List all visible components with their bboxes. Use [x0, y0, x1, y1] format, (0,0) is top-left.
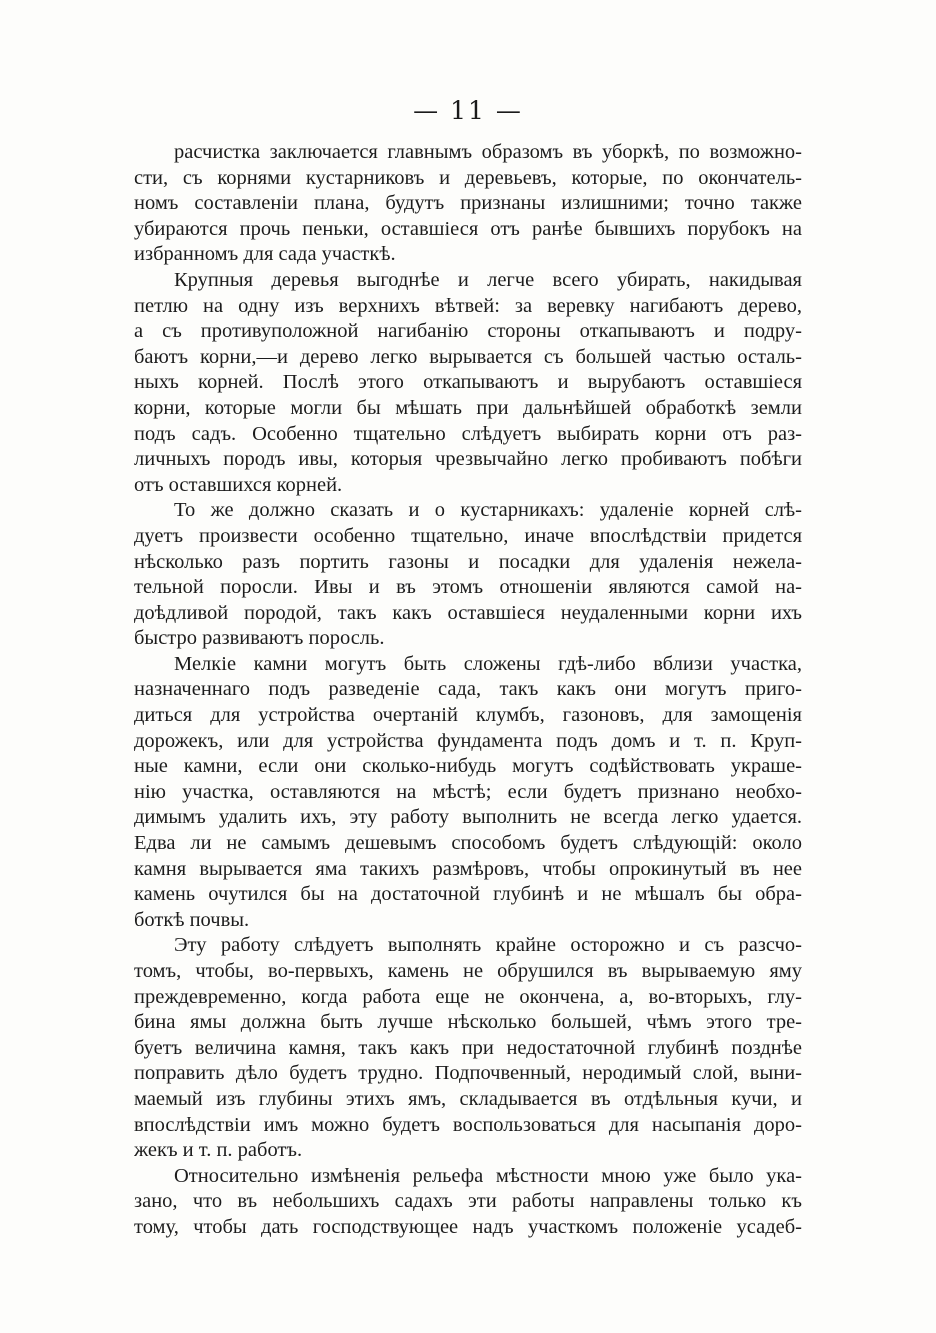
text-line: тельной поросли. Ивы и въ этомъ отношеніи являются самой на-: [134, 576, 802, 599]
text-line: быстро развиваютъ поросль.: [134, 627, 385, 650]
paragraph: [134, 933, 802, 1163]
paragraph: [134, 268, 802, 498]
text-line: а съ противуположной нагибанію стороны откапываютъ и подру-: [134, 320, 802, 343]
body-text: [134, 140, 802, 1241]
text-line: камня вырывается яма такихъ размѣровъ, чтобы опрокинутый въ нее: [134, 857, 802, 880]
text-line: жекъ и т. п. работъ.: [134, 1139, 303, 1162]
text-line: поправить дѣло будетъ трудно. Подпочвенный, неродимый слой, выни-: [134, 1062, 802, 1085]
text-line: ные камни, если они сколько-нибудь могутъ содѣйствовать украше-: [134, 755, 802, 778]
text-line: доѣдливой породой, такъ какъ оставшіеся неудаленными корни ихъ: [134, 601, 802, 624]
text-line: нію участка, оставляются на мѣстѣ; если будетъ признано необхо-: [134, 780, 802, 803]
text-line: Едва ли не самымъ дешевымъ способомъ будетъ слѣдующій: около: [134, 832, 802, 855]
text-line: назначеннаго подъ разведеніе сада, такъ какъ они могутъ приго-: [134, 678, 802, 701]
text-line: отъ оставшихся корней.: [134, 473, 343, 496]
page-number: — 11 —: [413, 96, 523, 125]
paragraph: [134, 140, 802, 268]
text-line: расчистка заключается главнымъ образомъ въ уборкѣ, по возможно-: [174, 141, 802, 163]
text-line: нѣсколько разъ портить газоны и посадки для удаленія нежела-: [134, 550, 802, 573]
text-line: сти, съ корнями кустарниковъ и деревьевъ, которые, по окончатель-: [134, 166, 802, 189]
text-line: То же должно сказать и о кустарникахъ: удаленіе корней слѣ-: [174, 499, 802, 522]
text-line: баютъ корни,—и дерево легко вырывается съ большей частью осталь-: [134, 345, 802, 368]
text-line: дуетъ произвести особенно тщательно, иначе впослѣдствіи придется: [134, 524, 802, 547]
text-line: камень очутился бы на достаточной глубинѣ и не мѣшалъ бы обра-: [134, 883, 802, 906]
text-line: дорожекъ, или для устройства фундамента подъ домъ и т. п. Круп-: [134, 729, 802, 752]
text-line: ныхъ корней. Послѣ этого откапываютъ и вырубаютъ оставшіеся: [134, 371, 802, 394]
text-line: Эту работу слѣдуетъ выполнять крайне осторожно и съ разсчо-: [174, 934, 802, 957]
text-line: димымъ удалить ихъ, эту работу выполнить не всегда легко удается.: [134, 806, 802, 829]
paragraph: [134, 1164, 802, 1241]
text-line: боткѣ почвы.: [134, 908, 250, 931]
text-line: преждевременно, когда работа еще не окончена, а, во-вторыхъ, глу-: [134, 985, 802, 1008]
text-line: Относительно измѣненія рельефа мѣстности мною уже было ука-: [174, 1164, 802, 1187]
text-line: избранномъ для сада участкѣ.: [134, 243, 396, 266]
text-line: тому, чтобы дать господствующее надъ участкомъ положеніе усадеб-: [134, 1215, 802, 1238]
paragraph: [134, 652, 802, 934]
text-line: впослѣдствіи имъ можно будетъ воспользоваться для насыпанія доро-: [134, 1113, 802, 1136]
text-line: петлю на одну изъ верхнихъ вѣтвей: за веревку нагибаютъ дерево,: [134, 294, 802, 317]
text-line: бина ямы должна быть лучше нѣсколько большей, чѣмъ этого тре-: [134, 1011, 802, 1034]
text-line: диться для устройства очертаній клумбъ, газоновъ, для замощенія: [134, 704, 802, 727]
paragraph: [134, 498, 802, 652]
text-line: Крупныя деревья выгоднѣе и легче всего убирать, накидывая: [174, 268, 802, 291]
text-line: маемый изъ глубины этихъ ямъ, складывается въ отдѣльныя кучи, и: [134, 1087, 802, 1110]
text-line: зано, что въ небольшихъ садахъ эти работы направлены только къ: [134, 1190, 802, 1213]
text-line: корни, которые могли бы мѣшать при дальнѣйшей обработкѣ земли: [134, 396, 802, 419]
text-line: номъ составленіи плана, будутъ признаны излишними; точно также: [134, 192, 802, 215]
text-line: убираются прочь пеньки, оставшіеся отъ ранѣе бывшихъ порубокъ на: [134, 217, 802, 240]
text-line: Мелкіе камни могутъ быть сложены гдѣ-либо вблизи участка,: [174, 652, 802, 675]
text-line: томъ, чтобы, во-первыхъ, камень не обрушился въ вырываемую яму: [134, 960, 802, 982]
text-line: личныхъ породъ ивы, которыя чрезвычайно легко пробиваютъ побѣги: [134, 448, 802, 471]
text-line: буетъ величина камня, такъ какъ при недостаточной глубинѣ позднѣе: [134, 1036, 802, 1059]
text-line: подъ садъ. Особенно тщательно слѣдуетъ выбирать корни отъ раз-: [134, 422, 802, 445]
